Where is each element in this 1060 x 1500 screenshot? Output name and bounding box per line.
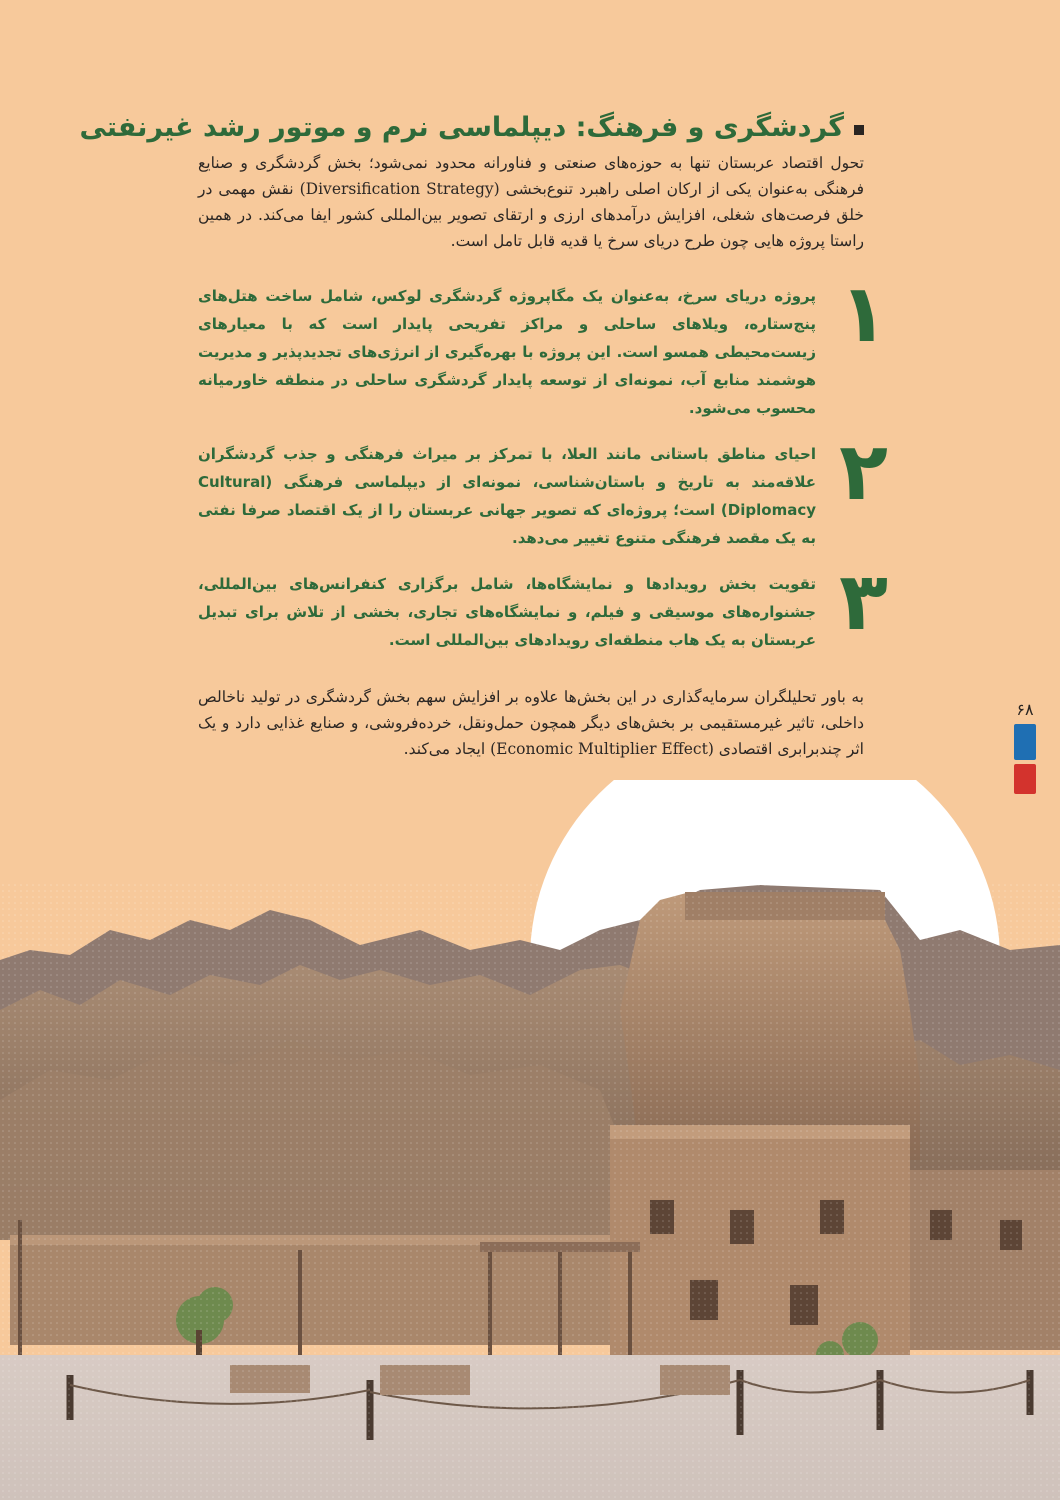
item-text: احیای مناطق باستانی مانند العلا، با تمرکز بر میراث فرهنگی و جذب گردشگران علاقه‌مند به تاریخ و باستان‌شناسی، نمونه‌ای از دیپلماسی فرهنگی (Cultural Diplomacy) است؛ پروژه‌ای که تصویر جهانی عربستان را از یک اقتصاد صرفا نفتی به یک مقصد فرهنگی متنوع تغییر می‌دهد. — [198, 445, 816, 547]
square-bullet-icon — [854, 125, 864, 135]
article — [79, 108, 888, 762]
article-headline — [79, 108, 864, 148]
item-number: ۳ — [839, 555, 888, 648]
item-number: ۱ — [839, 267, 888, 360]
alula-landscape-illustration — [0, 780, 1060, 1500]
item-text: پروژه دریای سرخ، به‌عنوان یک مگاپروژه گردشگری لوکس، شامل ساخت هتل‌های پنج‌ستاره، ویلاهای ساحلی و مراکز تفریحی پایدار است که با معیارهای زیست‌محیطی همسو است. این پروژه با بهره‌گیری از انرژی‌های تجدیدپذیر و مدیریت هوشمند منابع آب، نمونه‌ای از توسعه پایدار گردشگری ساحلی در منطقه خاورمیانه محسوب می‌شود. — [198, 287, 816, 417]
intro-paragraph: تحول اقتصاد عربستان تنها به حوزه‌های صنعتی و فناورانه محدود نمی‌شود؛ بخش گردشگری و صنایع فرهنگی به‌عنوان یکی از ارکان اصلی راهبرد تنوع‌بخشی (Diversification Strategy) نقش مهمی در خلق فرصت‌های شغلی، افزایش درآمدهای ارزی و ارتقای تصویر بین‌المللی کشور ایفا می‌کند. در همین راستا پروژه هایی چون طرح دریای سرخ یا قدیه قابل تامل است. — [198, 154, 864, 250]
closing-paragraph: به باور تحلیلگران سرمایه‌گذاری در این بخش‌ها علاوه بر افزایش سهم بخش گردشگری در تولید ناخالص داخلی، تاثیر غیرمستقیمی بر بخش‌های دیگر همچون حمل‌ونقل، خرده‌فروشی، و صنایع غذایی دارد و یک اثر چندبرابری اقتصادی (Economic Multiplier Effect) ایجاد می‌کند. — [198, 688, 864, 758]
item-text: تقویت بخش رویدادها و نمایشگاه‌ها، شامل برگزاری کنفرانس‌های بین‌المللی، جشنواره‌های موسیقی و فیلم، و نمایشگاه‌های تجاری، بخشی از تلاش برای تبدیل عربستان به یک هاب منطقه‌ای رویدادهای بین‌المللی است. — [198, 575, 816, 649]
list-item — [198, 267, 888, 422]
list-item — [198, 425, 888, 552]
list-item — [198, 555, 888, 654]
headline-text: گردشگری و فرهنگ: دیپلماسی نرم و موتور رشد غیرنفتی — [79, 112, 844, 143]
page-number: ۶۸ — [1016, 700, 1034, 719]
item-number: ۲ — [839, 425, 888, 518]
